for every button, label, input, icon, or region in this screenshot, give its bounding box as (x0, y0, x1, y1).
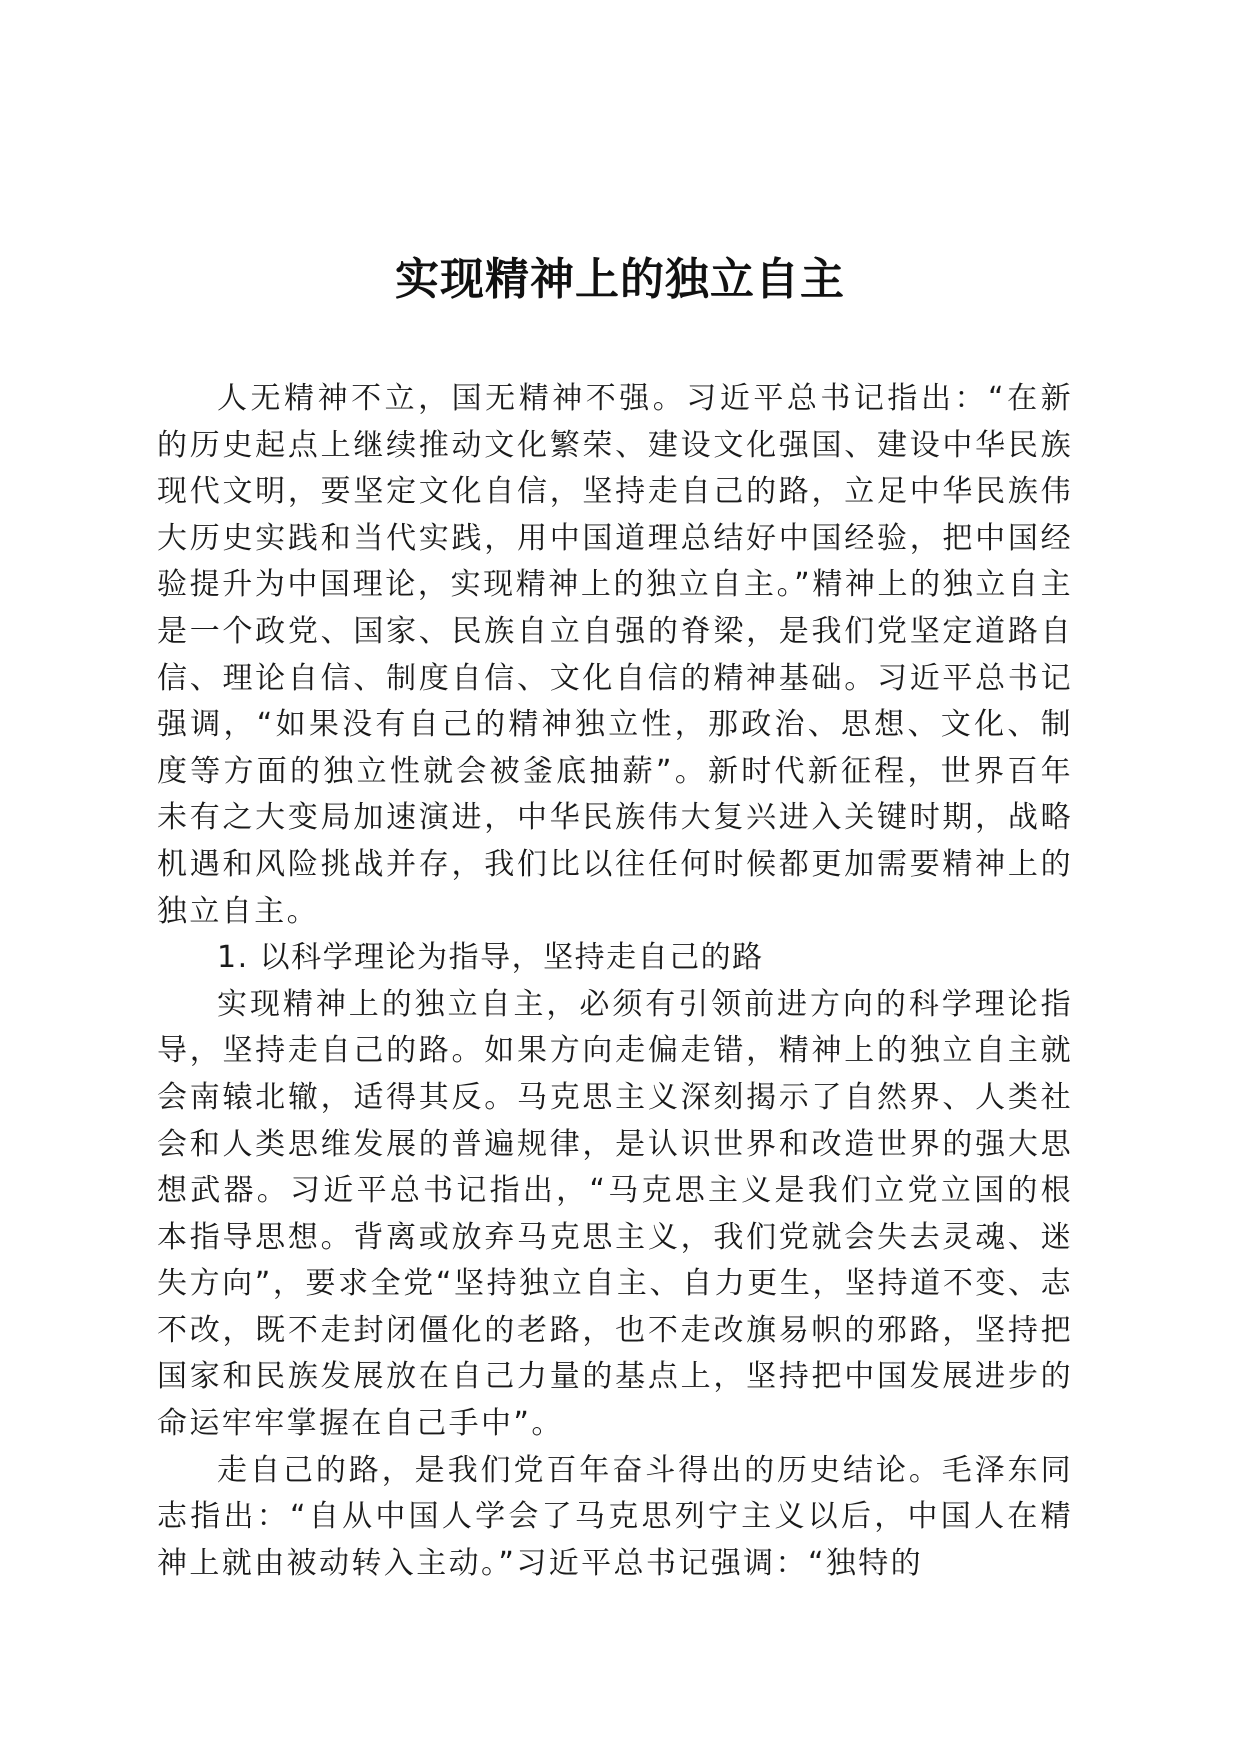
paragraph-history: 走自己的路，是我们党百年奋斗得出的历史结论。毛泽东同志指出：“自从中国人学会了马克思列宁主义以后，中国人在精神上就由被动转入主动。”习近平总书记强调：“独特的 (157, 1452, 1073, 1581)
document-body (157, 376, 1073, 1587)
paragraph-section-1: 实现精神上的独立自主，必须有引领前进方向的科学理论指导，坚持走自己的路。如果方向走偏走错，精神上的独立自主就会南辕北辙，适得其反。马克思主义深刻揭示了自然界、人类社会和人类思维发展的普遍规律，是认识世界和改造世界的强大思想武器。习近平总书记指出，“马克思主义是我们立党立国的根本指导思想。背离或放弃马克思主义，我们党就会失去灵魂、迷失方向”，要求全党“坚持独立自主、自力更生，坚持道不变、志不改，既不走封闭僵化的老路，也不走改旗易帜的邪路，坚持把国家和民族发展放在自己力量的基点上，坚持把中国发展进步的命运牢牢掌握在自己手中”。 (157, 986, 1073, 1442)
page-title: 实现精神上的独立自主 (395, 254, 845, 305)
paragraph-intro: 人无精神不立，国无精神不强。习近平总书记指出：“在新的历史起点上继续推动文化繁荣、建设文化强国、建设中华民族现代文明，要坚定文化自信，坚持走自己的路，立足中华民族伟大历史实践和当代实践，用中国道理总结好中国经验，把中国经验提升为中国理论，实现精神上的独立自主。”精神上的独立自主是一个政党、国家、民族自立自强的脊梁，是我们党坚定道路自信、理论自信、制度自信、文化自信的精神基础。习近平总书记强调，“如果没有自己的精神独立性，那政治、思想、文化、制度等方面的独立性就会被釜底抽薪”。新时代新征程，世界百年未有之大变局加速演进，中华民族伟大复兴进入关键时期，战略机遇和风险挑战并存，我们比以往任何时候都更加需要精神上的独立自主。 (157, 381, 1073, 929)
section-heading-1: 1. 以科学理论为指导，坚持走自己的路 (217, 940, 764, 976)
